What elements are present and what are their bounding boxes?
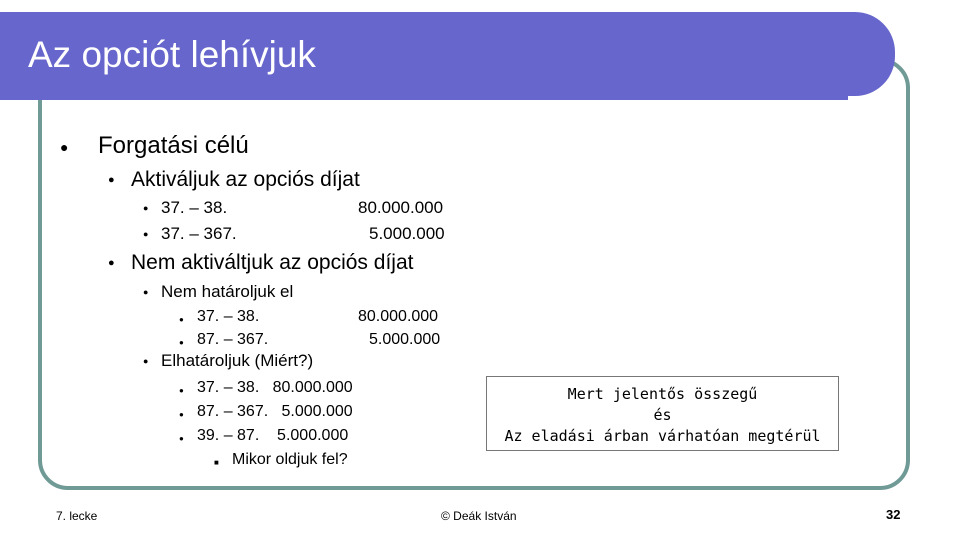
bullet-dot-icon: ●: [143, 356, 149, 366]
slide-title: Az opciót lehívjuk: [28, 34, 316, 75]
page-number: 32: [886, 507, 901, 522]
entry-37-38-c: 37. – 38. 80.000.000: [197, 379, 353, 396]
bullet-dot-icon: ●: [179, 338, 184, 347]
bullet-nem-hataroljuk: Nem határoljuk el: [161, 282, 294, 301]
footer-author: © Deák István: [441, 509, 517, 523]
title-underline: [0, 96, 848, 100]
entry-87-367-c: 87. – 367. 5.000.000: [197, 403, 353, 420]
bullet-dot-icon: ●: [108, 257, 115, 269]
entry-39-87: 39. – 87. 5.000.000: [197, 427, 349, 444]
bullet-mikor-oldjuk: Mikor oldjuk fel?: [232, 451, 348, 468]
entry-87-367: 87. – 367.: [197, 331, 269, 348]
entry-37-38-value: 80.000.000: [358, 198, 444, 217]
bullet-dot-icon: ●: [179, 315, 184, 324]
entry-87-367-value: 5.000.000: [369, 331, 441, 348]
bullet-square-icon: ■: [214, 458, 219, 467]
bullet-dot-icon: ●: [179, 434, 184, 443]
entry-37-38-b: 37. – 38.: [197, 308, 260, 325]
callout-box: [486, 376, 839, 451]
bullet-forgatasi: Forgatási célú: [98, 132, 249, 159]
bullet-dot-icon: ●: [143, 229, 149, 239]
bullet-dot-icon: ●: [143, 287, 149, 297]
callout-line-3: Az eladási árban várhatóan megtérül: [504, 427, 821, 445]
entry-37-367: 37. – 367.: [161, 224, 237, 243]
bullet-dot-icon: ●: [179, 410, 184, 419]
bullet-dot-icon: ●: [143, 203, 149, 213]
footer-lecke: 7. lecke: [56, 509, 98, 523]
bullet-nem-aktivaltjuk: Nem aktiváltjuk az opciós díjat: [131, 251, 414, 274]
bullet-dot-icon: ●: [60, 139, 69, 155]
bullet-dot-icon: ●: [179, 386, 184, 395]
callout-line-2: és: [653, 406, 672, 424]
bullet-elhataroljuk: Elhatároljuk (Miért?): [161, 351, 314, 370]
callout-line-1: Mert jelentős összegű: [567, 385, 758, 403]
bullet-aktivaljuk: Aktiváljuk az opciós díjat: [131, 168, 360, 191]
entry-37-38: 37. – 38.: [161, 198, 228, 217]
entry-37-38-b-value: 80.000.000: [358, 308, 439, 325]
bullet-dot-icon: ●: [108, 174, 115, 186]
entry-37-367-value: 5.000.000: [369, 224, 445, 243]
